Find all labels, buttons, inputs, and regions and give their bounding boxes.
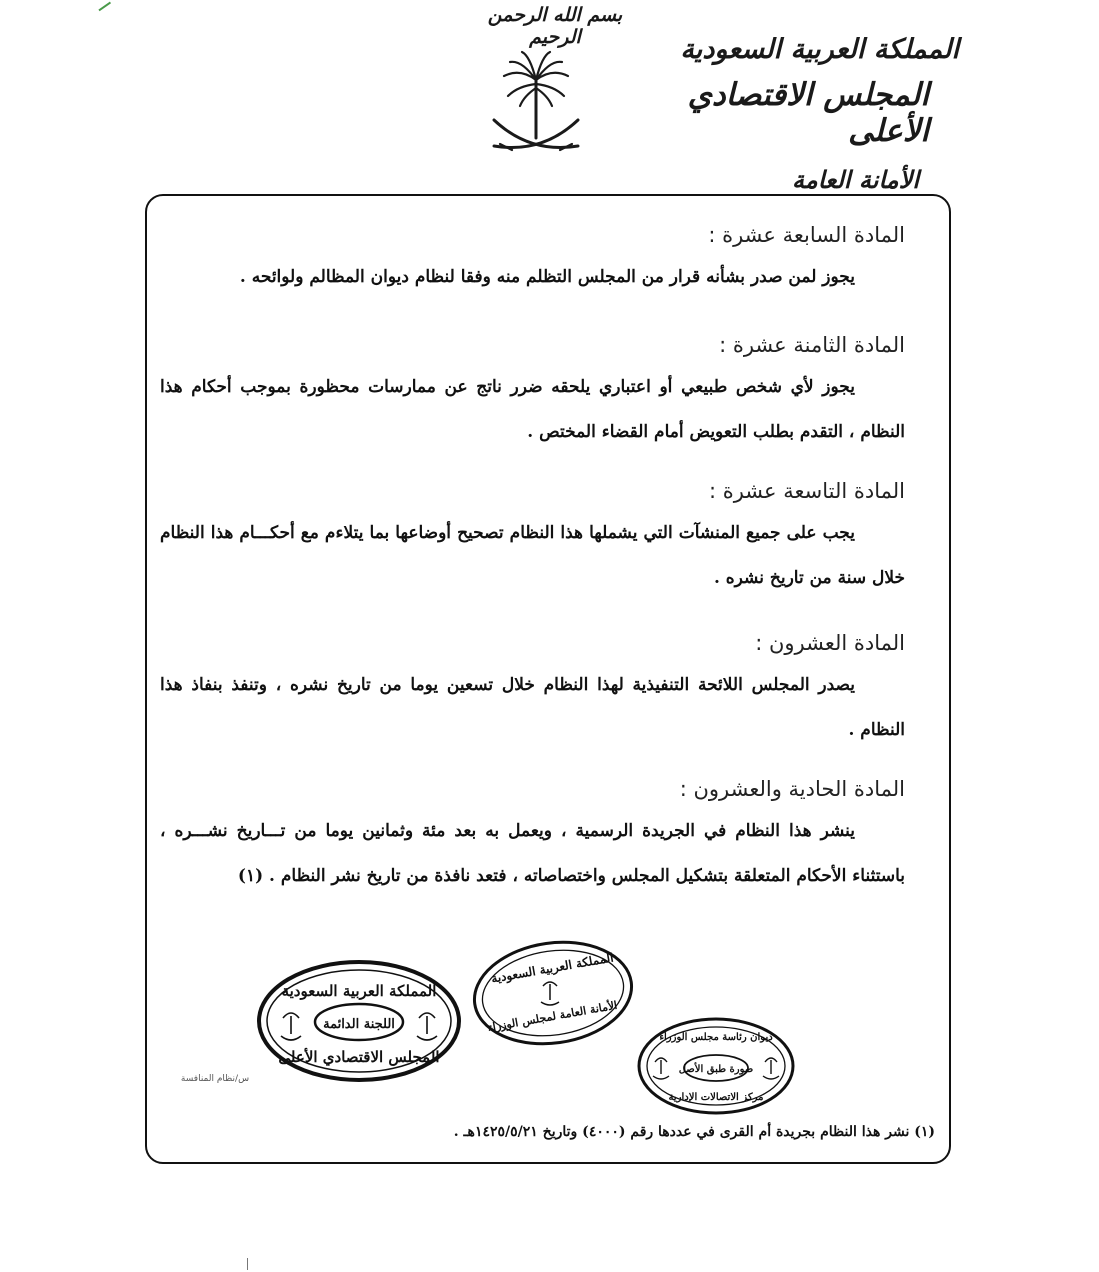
letterhead — [659, 34, 959, 194]
permanent-committee-stamp-icon — [255, 958, 463, 1084]
saudi-emblem-icon — [490, 50, 582, 165]
cabinet-presidency-stamp-icon — [635, 1014, 797, 1118]
edge-mark — [247, 1258, 248, 1270]
article-body: ينشر هذا النظام في الجريدة الرسمية ، ويعمل به بعد مئة وثمانين يوما من تـــاريخ نشـــره ، باستثناء الأحكام المتعلقة بتشكيل المجلس واختصاصاته ، فتعد نافذة من تاريخ نشر النظام . (١) — [160, 821, 905, 886]
article-heading: المادة العشرون : — [755, 631, 905, 655]
article-19 — [160, 471, 905, 623]
article-heading: المادة التاسعة عشرة : — [708, 479, 905, 503]
kingdom-name: المملكة العربية السعودية — [680, 34, 959, 65]
footnote: (١) نشر هذا النظام بجريدة أم القرى في عددها رقم (٤٠٠٠) وتاريخ ١٤٢٥/٥/٢١هـ . — [453, 1124, 935, 1140]
article-17 — [160, 215, 905, 325]
article-body: يصدر المجلس اللائحة التنفيذية لهذا النظام خلال تسعين يوما من تاريخ نشره ، وتنفذ بنفاذ هذا النظام . — [160, 675, 905, 740]
signature-note: س/نظام المنافسة — [180, 1074, 250, 1084]
article-heading: المادة الثامنة عشرة : — [719, 333, 905, 357]
stamp-text: اللجنة الدائمة — [323, 1017, 395, 1032]
cabinet-secretariat-stamp-icon — [470, 938, 636, 1048]
corner-mark — [95, 0, 111, 11]
articles-section — [160, 215, 905, 899]
secretariat-name: الأمانة العامة — [791, 165, 919, 194]
article-18 — [160, 325, 905, 471]
stamp-text: المملكة العربية السعودية — [281, 982, 437, 1000]
stamp-text: ديوان رئاسة مجلس الوزراء — [659, 1032, 773, 1043]
stamp-text: المملكة العربية السعودية — [490, 950, 615, 986]
article-body: يجوز لأي شخص طبيعي أو اعتباري يلحقه ضرر ناتج عن ممارسات محظورة بموجب أحكام هذا النظام ، التقدم بطلب التعويض أمام القضاء المختص . — [160, 377, 905, 442]
stamp-text: صورة طبق الأصل — [678, 1064, 754, 1075]
article-heading: المادة السابعة عشرة : — [708, 223, 905, 247]
article-body: يجوز لمن صدر بشأنه قرار من المجلس التظلم منه وفقا لنظام ديوان المظالم ولوائحه . — [239, 267, 855, 287]
article-20 — [160, 623, 905, 769]
stamp-text: الأمانة العامة لمجلس الوزراء — [486, 998, 619, 1035]
basmala: بسم الله الرحمن الرحيم — [487, 4, 623, 48]
article-body: يجب على جميع المنشآت التي يشملها هذا النظام تصحيح أوضاعها بما يتلاءم مع أحكـــام هذا النظام خلال سنة من تاريخ نشره . — [160, 523, 905, 588]
stamp-text: المجلس الاقتصادي الأعلى — [278, 1048, 440, 1066]
article-21 — [160, 769, 905, 899]
stamp-text: مركز الاتصالات الإدارية — [668, 1092, 764, 1103]
article-heading: المادة الحادية والعشرون : — [679, 777, 905, 801]
council-name: المجلس الاقتصادي الأعلى — [687, 77, 929, 149]
